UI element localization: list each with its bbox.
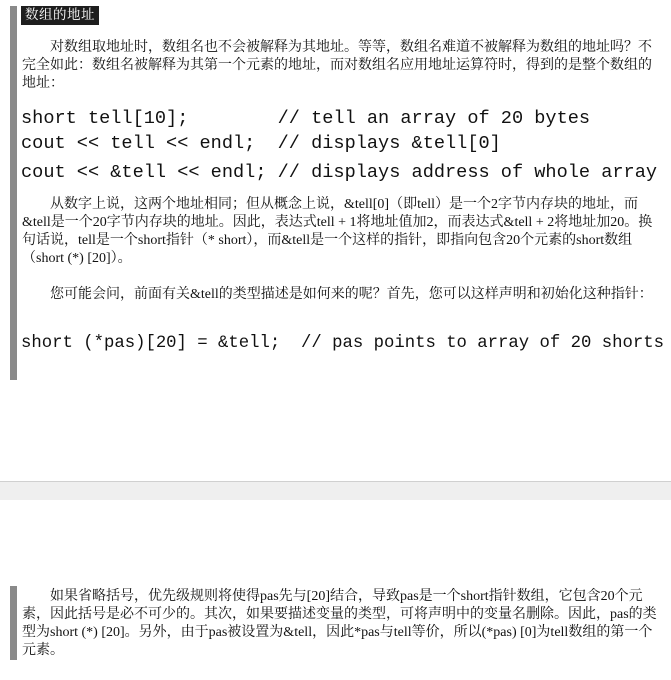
paragraph-intro: 对数组取地址时，数组名也不会被解释为其地址。等等，数组名难道不被解释为数组的地址吗？不完全如此：数组名被解释为其第一个元素的地址，而对数组名应用地址运算符时，得到的是整个数组的地址： xyxy=(22,40,652,91)
page-lower xyxy=(0,500,671,680)
page-break xyxy=(0,481,671,501)
paragraph-explanation: 从数字上说，这两个地址相同；但从概念上说，&tell[0]（即tell）是一个2字节内存块的地址，而&tell是一个20字节内存块的地址。因此，表达式tell + 1将地址值加2，而表达式&tell + 2将地址加20。换句话说，tell是一个short指针（* short），而&tell是一个这样的指针，即指向包含20个元素的short数组（short (*) [20]）。 xyxy=(22,197,653,266)
code-line-declaration: short tell[10]; // tell an array of 20 bytes xyxy=(21,108,591,129)
margin-bar xyxy=(10,6,17,380)
paragraph-precedence: 如果省略括号，优先级规则将使得pas先与[20]结合，导致pas是一个short指针数组，它包含20个元素，因此括号是必不可少的。其次，如果要描述变量的类型，可将声明中的变量名删除。因此，pas的类型为short (*) [20]。另外，由于pas被设置为&tell，因此*pas与tell等价，所以(*pas) [0]为tell数组的第一个元素。 xyxy=(22,589,657,658)
paragraph-question: 您可能会问，前面有关&tell的类型描述是如何来的呢？首先，您可以这样声明和初始化这种指针： xyxy=(50,287,653,302)
code-line-cout-address: cout << &tell << endl; // displays address of whole array xyxy=(21,162,658,183)
code-line-pointer-declaration: short (*pas)[20] = &tell; // pas points to array of 20 shorts xyxy=(21,334,664,353)
code-line-cout-tell: cout << tell << endl; // displays &tell[0] xyxy=(21,133,501,154)
margin-bar xyxy=(10,586,17,660)
section-heading: 数组的地址 xyxy=(21,6,99,25)
